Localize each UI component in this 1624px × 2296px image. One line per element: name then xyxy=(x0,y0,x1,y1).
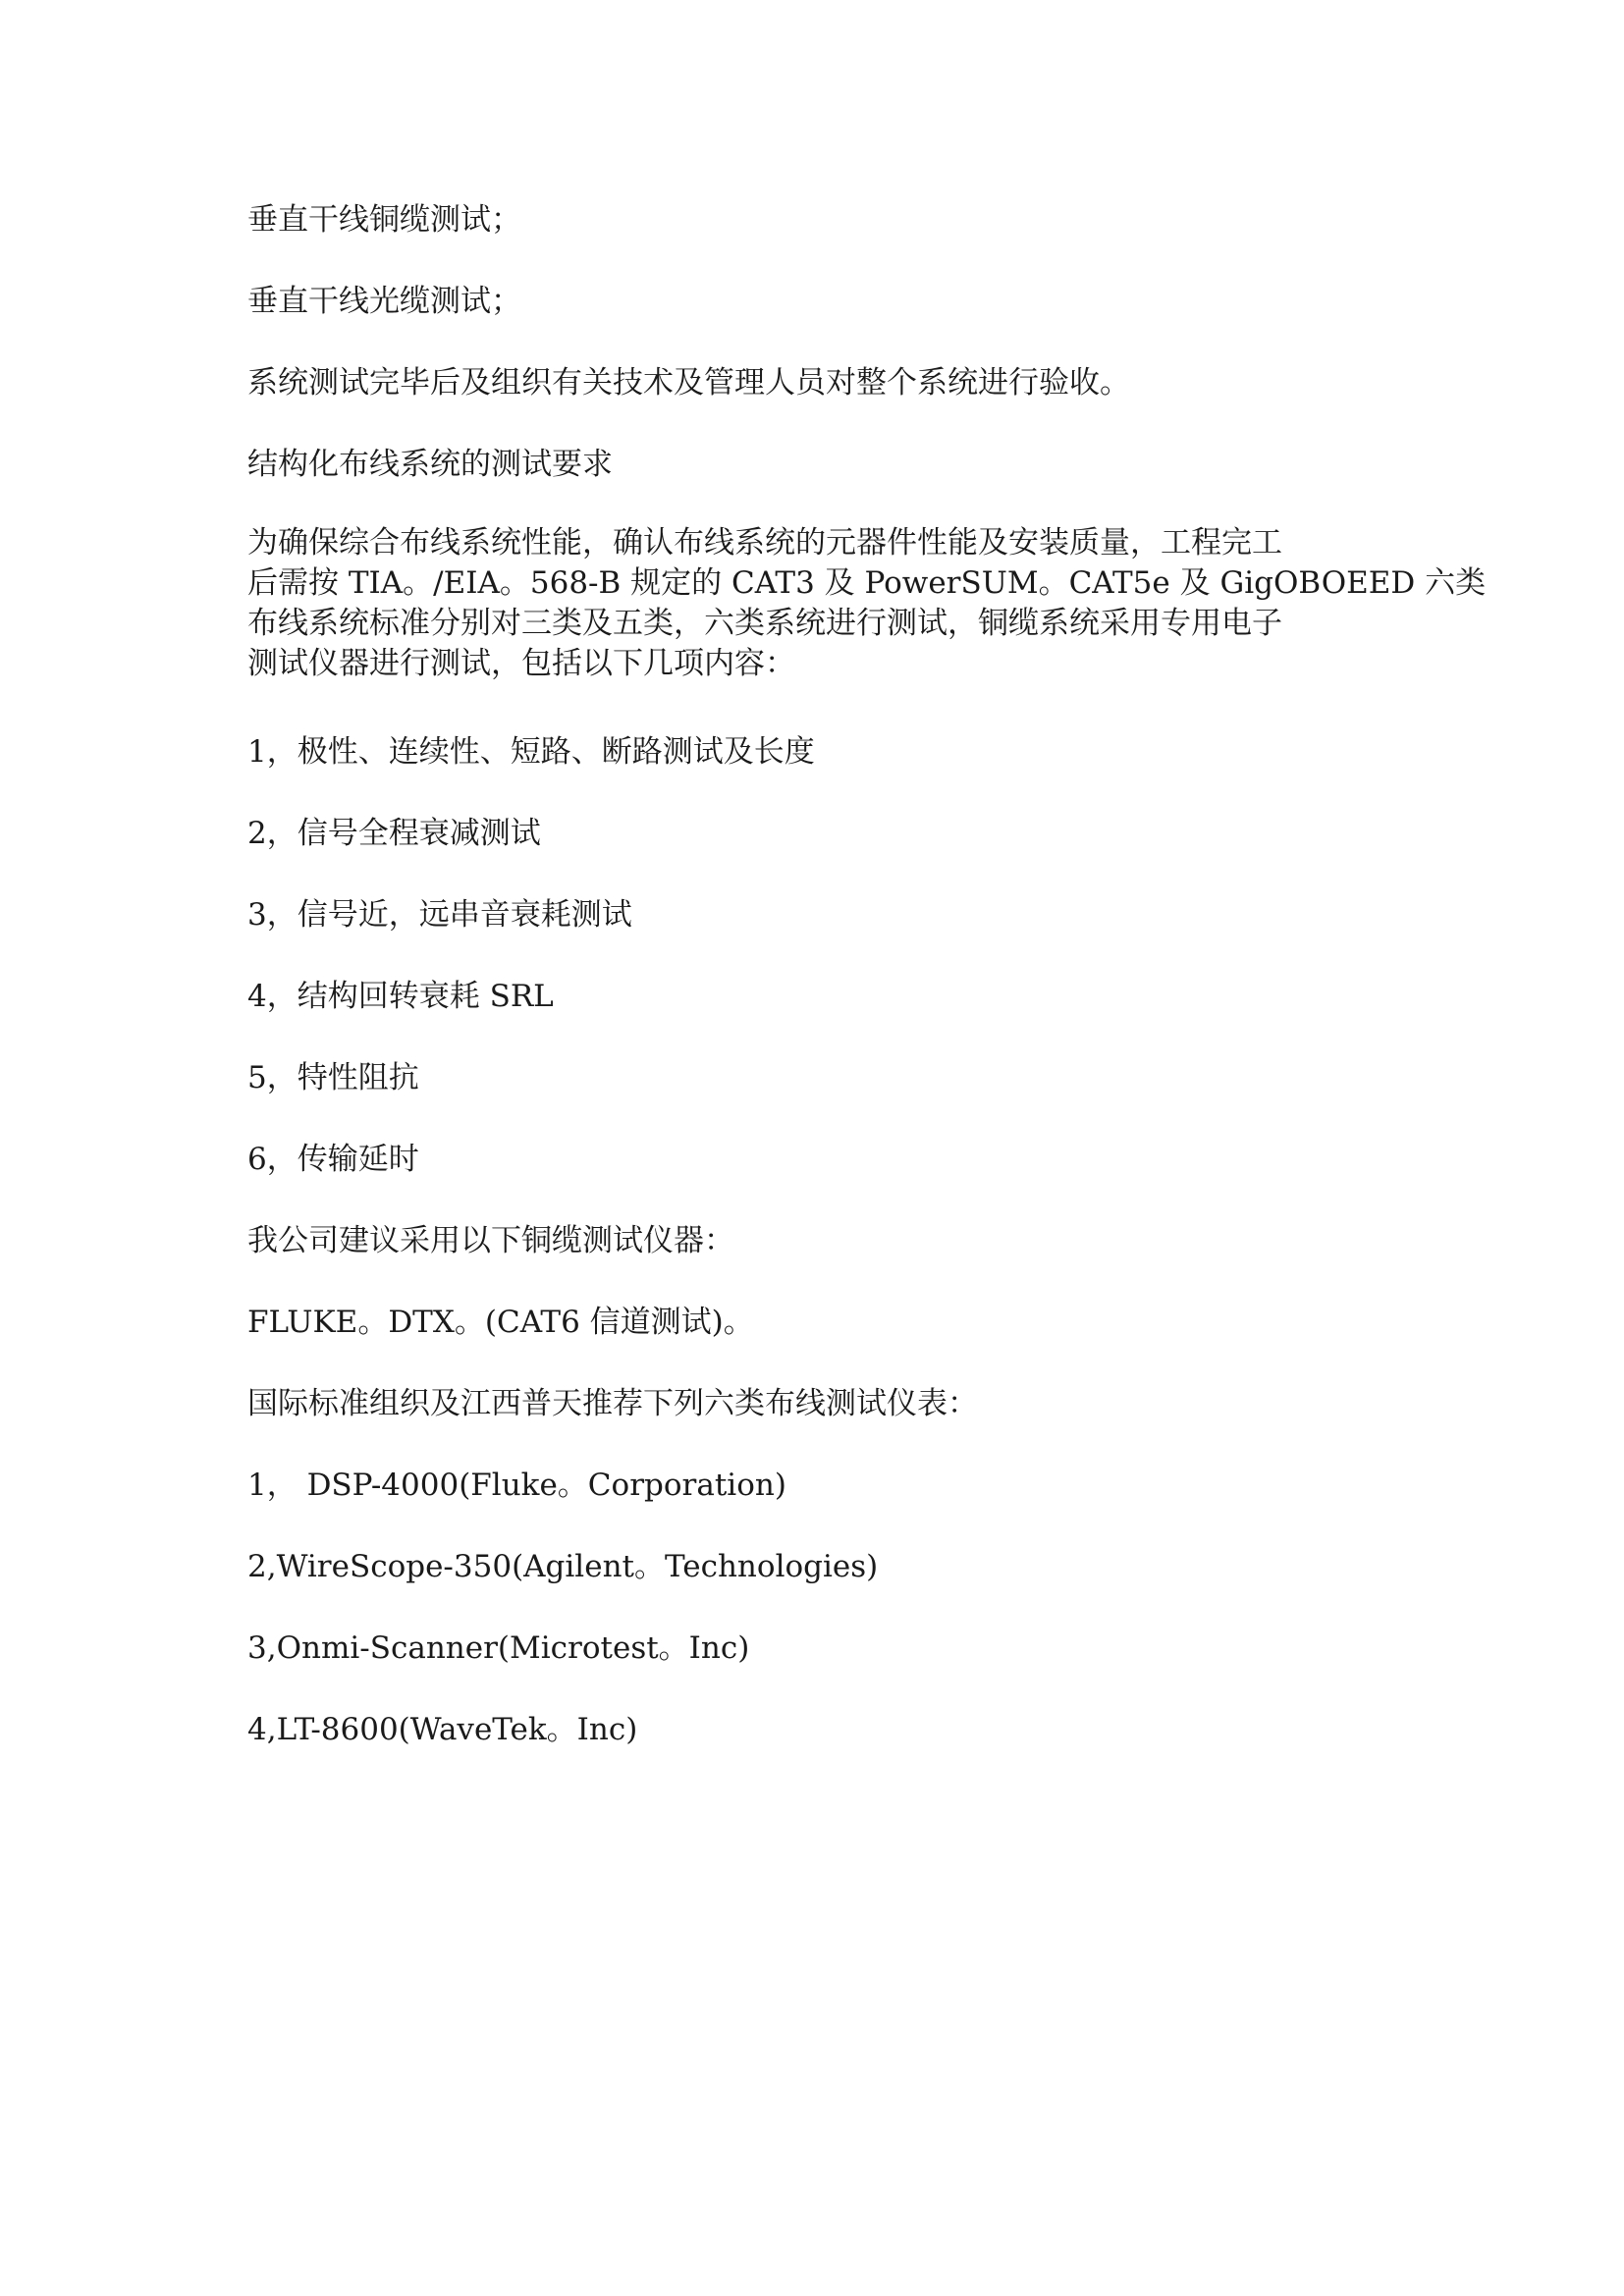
standards-intro: 国际标准组织及江西普天推荐下列六类布线测试仪表： xyxy=(247,1386,978,1421)
section-heading: 结构化布线系统的测试要求 xyxy=(247,447,613,482)
recommend-device: FLUKE。DTX。(CAT6 信道测试)。 xyxy=(247,1305,754,1340)
instrument-item: 3,Onmi-Scanner(Microtest。Inc) xyxy=(247,1630,750,1666)
intro-line: 后需按 TIA。/EIA。568-B 规定的 CAT3 及 PowerSUM。CAT5e 及 GigOBOEED 六类 xyxy=(247,565,1487,601)
test-item: 2，信号全程衰减测试 xyxy=(247,816,541,851)
test-item: 3，信号近，远串音衰耗测试 xyxy=(247,897,632,933)
test-item: 6，传输延时 xyxy=(247,1142,419,1177)
intro-line: 布线系统标准分别对三类及五类，六类系统进行测试，铜缆系统采用专用电子 xyxy=(247,606,1282,641)
test-item: 4，结构回转衰耗 SRL xyxy=(247,979,554,1014)
recommend-intro: 我公司建议采用以下铜缆测试仪器： xyxy=(247,1223,734,1258)
instrument-item: 4,LT-8600(WaveTek。Inc) xyxy=(247,1712,638,1747)
intro-paragraph xyxy=(247,523,1487,684)
instrument-item: 1， DSP-4000(Fluke。Corporation) xyxy=(247,1468,786,1503)
intro-line: 为确保综合布线系统性能，确认布线系统的元器件性能及安装质量，工程完工 xyxy=(247,525,1282,561)
instrument-item: 2,WireScope-350(Agilent。Technologies) xyxy=(247,1549,879,1584)
test-item: 5，特性阻抗 xyxy=(247,1060,419,1095)
paragraph-vertical-fiber-test: 垂直干线光缆测试； xyxy=(247,284,521,319)
paragraph-acceptance: 系统测试完毕后及组织有关技术及管理人员对整个系统进行验收。 xyxy=(247,365,1130,400)
test-item: 1，极性、连续性、短路、断路测试及长度 xyxy=(247,734,815,770)
paragraph-vertical-copper-test: 垂直干线铜缆测试； xyxy=(247,202,521,238)
intro-line: 测试仪器进行测试，包括以下几项内容： xyxy=(247,646,795,681)
